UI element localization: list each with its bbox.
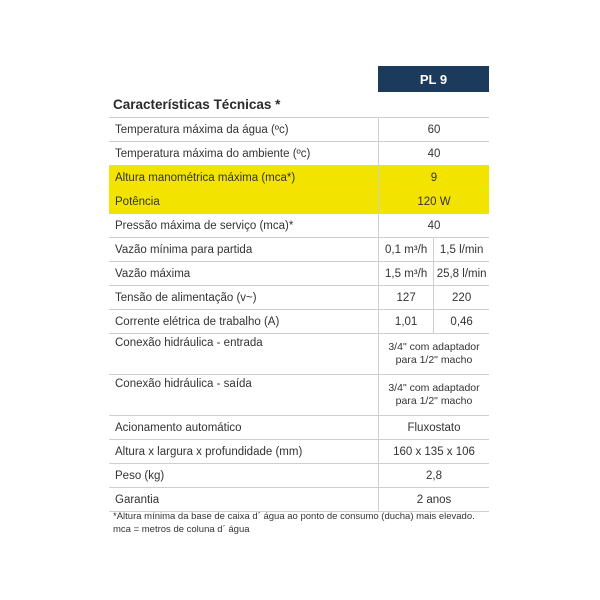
row-label: Conexão hidráulica - saída xyxy=(109,375,379,416)
row-value: 40 xyxy=(379,142,490,166)
row-value-b: 220 xyxy=(434,286,489,310)
row-value-a: 1,01 xyxy=(379,310,434,334)
row-label: Tensão de alimentação (v~) xyxy=(109,286,379,310)
row-value-line: para 1/2" macho xyxy=(395,354,473,366)
row-value-line: 3/4" com adaptador xyxy=(388,341,480,353)
row-value: 9 xyxy=(379,166,490,190)
table-row xyxy=(109,488,489,512)
row-value-b: 25,8 l/min xyxy=(434,262,489,286)
table-row xyxy=(109,262,489,286)
table-row xyxy=(109,214,489,238)
row-value: 60 xyxy=(379,118,490,142)
row-label: Temperatura máxima do ambiente (ºc) xyxy=(109,142,379,166)
table-row xyxy=(109,375,489,416)
specs-table xyxy=(109,117,489,512)
row-label: Acionamento automático xyxy=(109,416,379,440)
row-label: Vazão máxima xyxy=(109,262,379,286)
row-value-a: 0,1 m³/h xyxy=(379,238,434,262)
table-row-highlighted xyxy=(109,166,489,190)
row-value xyxy=(379,375,490,416)
row-label: Altura x largura x profundidade (mm) xyxy=(109,440,379,464)
footnote xyxy=(113,510,503,536)
table-row xyxy=(109,416,489,440)
row-value-a: 127 xyxy=(379,286,434,310)
row-value: 160 x 135 x 106 xyxy=(379,440,490,464)
row-value: 2 anos xyxy=(379,488,490,512)
row-label: Potência xyxy=(109,190,379,214)
row-label: Altura manométrica máxima (mca*) xyxy=(109,166,379,190)
table-row xyxy=(109,334,489,375)
row-value: 120 W xyxy=(379,190,490,214)
row-value: 40 xyxy=(379,214,490,238)
row-value-b: 0,46 xyxy=(434,310,489,334)
row-value-b: 1,5 l/min xyxy=(434,238,489,262)
row-value-a: 1,5 m³/h xyxy=(379,262,434,286)
row-label: Garantia xyxy=(109,488,379,512)
table-row xyxy=(109,286,489,310)
model-name: PL 9 xyxy=(419,71,448,87)
section-title: Características Técnicas * xyxy=(113,97,281,112)
row-value xyxy=(379,334,490,375)
row-value: 2,8 xyxy=(379,464,490,488)
table-row xyxy=(109,310,489,334)
row-value-line: 3/4" com adaptador xyxy=(388,382,480,394)
table-row xyxy=(109,118,489,142)
model-header xyxy=(378,66,489,92)
table-row xyxy=(109,238,489,262)
footnote-line: mca = metros de coluna d´ água xyxy=(113,524,250,535)
row-label: Peso (kg) xyxy=(109,464,379,488)
row-value-line: para 1/2" macho xyxy=(395,395,473,407)
row-value: Fluxostato xyxy=(379,416,490,440)
table-row-highlighted xyxy=(109,190,489,214)
row-label: Corrente elétrica de trabalho (A) xyxy=(109,310,379,334)
row-label: Vazão mínima para partida xyxy=(109,238,379,262)
table-row xyxy=(109,440,489,464)
row-label: Temperatura máxima da água (ºc) xyxy=(109,118,379,142)
footnote-line: *Altura mínima da base de caixa d´ água ao ponto de consumo (ducha) mais elevado. xyxy=(113,511,475,522)
table-row xyxy=(109,464,489,488)
row-label: Pressão máxima de serviço (mca)* xyxy=(109,214,379,238)
row-label: Conexão hidráulica - entrada xyxy=(109,334,379,375)
table-row xyxy=(109,142,489,166)
